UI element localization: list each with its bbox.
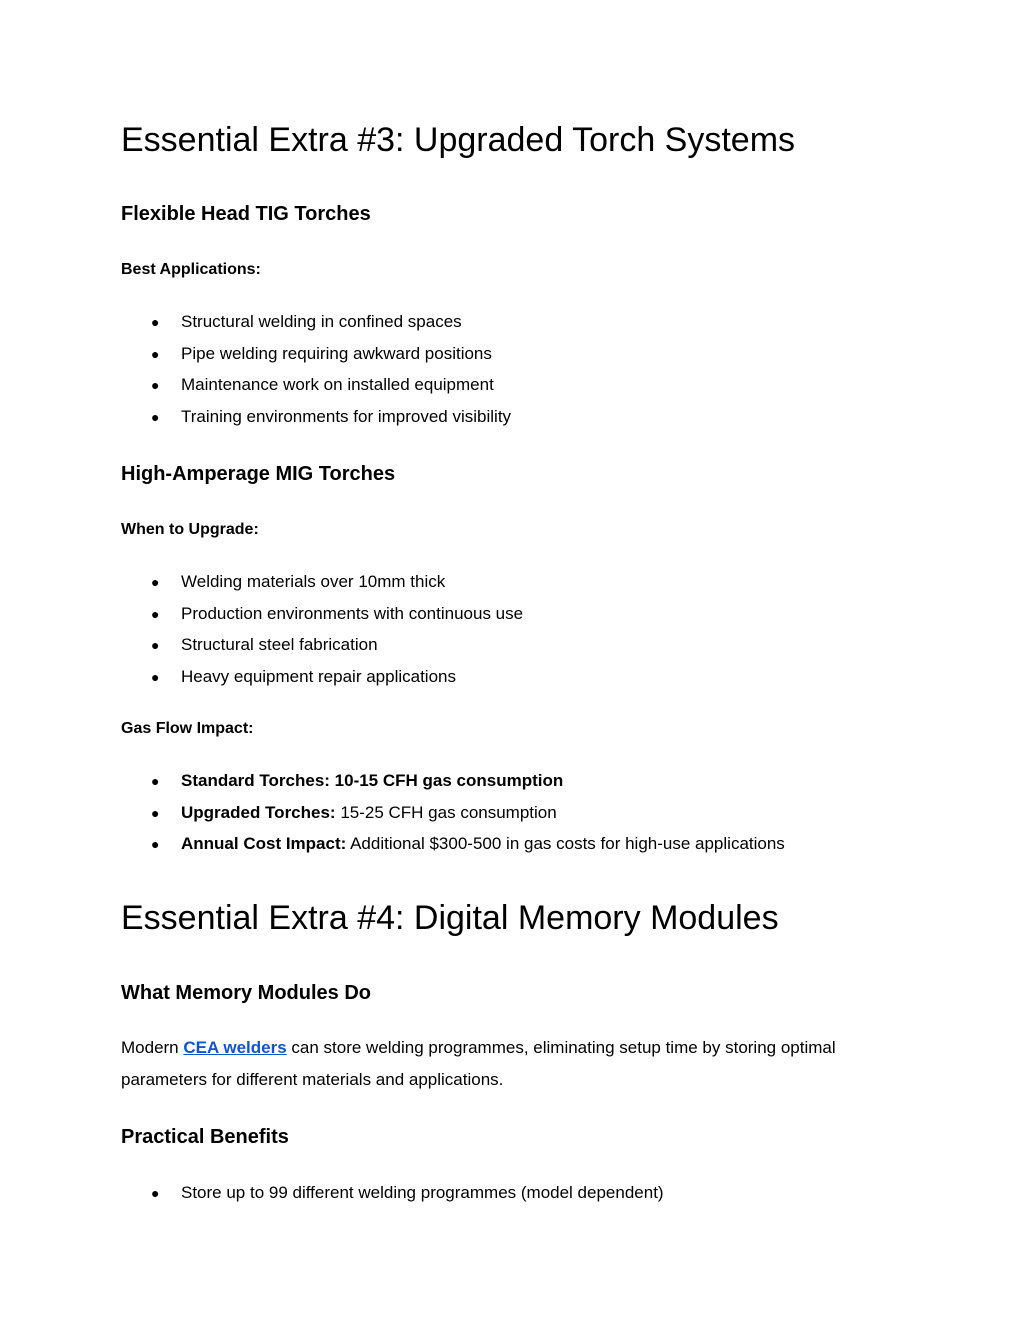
list-item-text: Structural welding in confined spaces [181, 312, 462, 331]
bullet-icon: ● [151, 637, 160, 654]
bullet-icon: ● [151, 377, 160, 394]
tig-heading: Flexible Head TIG Torches [121, 203, 371, 225]
list-item-text: Maintenance work on installed equipment [181, 375, 494, 395]
list-item-bold: Annual Cost Impact: [181, 834, 347, 854]
bullet-icon: ● [151, 1185, 160, 1201]
bullet-icon: ● [151, 804, 160, 821]
tig-label: Best Applications: [121, 261, 261, 278]
bullet-icon: ● [151, 669, 160, 686]
bullet-icon: ● [151, 836, 160, 853]
list-item-text: Store up to 99 different welding programmes (model dependent) [181, 1183, 664, 1202]
bullet-icon: ● [151, 574, 160, 590]
memory-modules-paragraph [121, 1032, 921, 1096]
list-item-bold: Standard Torches: 10-15 CFH gas consumption [181, 771, 564, 790]
gas-flow-label: Gas Flow Impact: [121, 720, 254, 737]
bullet-icon: ● [151, 773, 160, 789]
list-item-bold: Upgraded Torches: [181, 802, 336, 822]
cea-welders-link[interactable]: CEA welders [183, 1038, 287, 1057]
memory-modules-heading: What Memory Modules Do [121, 982, 372, 1004]
mig-heading: High-Amperage MIG Torches [121, 463, 396, 485]
bullet-icon: ● [151, 314, 160, 330]
list-item-text: Structural steel fabrication [181, 635, 378, 655]
list-item-text: Production environments with continuous use [181, 603, 524, 623]
bullet-icon: ● [151, 605, 160, 622]
paragraph-suffix: can store welding programmes, eliminating setup time by storing optimal parameters for different materials and applications. [121, 1038, 836, 1089]
list-item-text: Welding materials over 10mm thick [181, 572, 446, 591]
section-3-title: Essential Extra #3: Upgraded Torch Systems [121, 121, 796, 159]
list-item-text: Pipe welding requiring awkward positions [181, 343, 492, 363]
bullet-icon: ● [151, 409, 160, 426]
practical-benefits-heading: Practical Benefits [121, 1126, 289, 1148]
mig-label: When to Upgrade: [121, 521, 259, 538]
list-item-text: 15-25 CFH gas consumption [335, 802, 557, 822]
list-item-text: Training environments for improved visibility [181, 407, 512, 427]
section-4-title: Essential Extra #4: Digital Memory Modules [121, 899, 779, 937]
list-item-text: Heavy equipment repair applications [181, 667, 456, 687]
paragraph-prefix: Modern [121, 1038, 184, 1057]
list-item-text: Additional $300-500 in gas costs for high-use applications [346, 834, 785, 854]
bullet-icon: ● [151, 345, 160, 362]
